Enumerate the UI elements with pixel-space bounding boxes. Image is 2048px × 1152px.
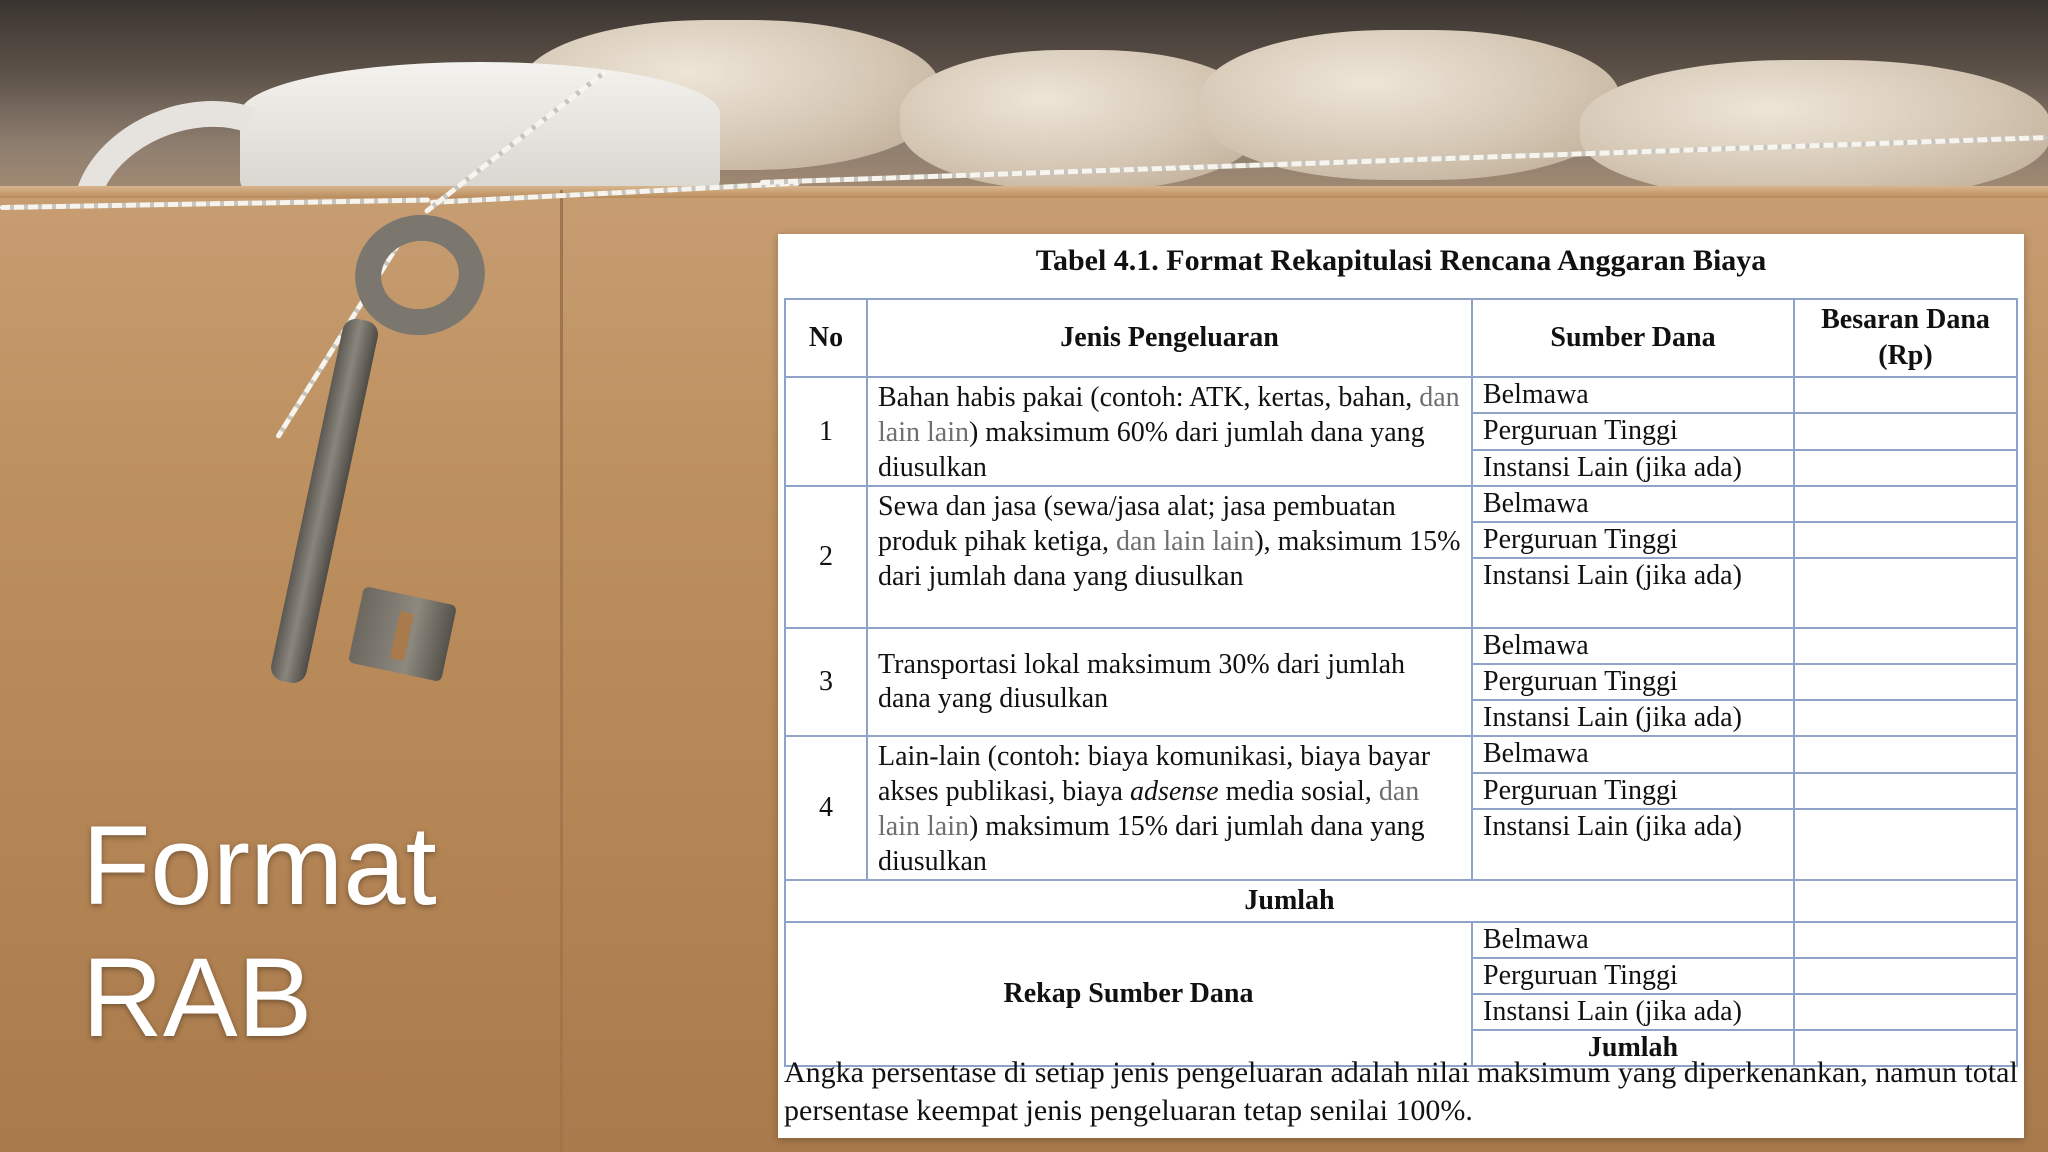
amount-cell[interactable] [1794, 809, 2017, 880]
rekap-label: Rekap Sumber Dana [785, 922, 1472, 1066]
jenis-text: ) maksimum 60% dari jumlah dana yang diusulkan [878, 417, 1425, 483]
rab-table [784, 298, 2018, 1067]
jenis-text-grey: dan lain lain [878, 776, 1420, 842]
rekap-row [785, 922, 2017, 958]
amount-cell[interactable] [1794, 664, 2017, 700]
source-cell: Instansi Lain (jika ada) [1472, 809, 1794, 880]
amount-cell[interactable] [1794, 994, 2017, 1030]
row-no: 3 [785, 628, 867, 736]
source-cell: Belmawa [1472, 922, 1794, 958]
jumlah-amount-cell[interactable] [1794, 880, 2017, 922]
amount-cell[interactable] [1794, 958, 2017, 994]
table-row [785, 377, 2017, 413]
row-no: 1 [785, 377, 867, 486]
row-jenis [867, 377, 1472, 486]
slide-title-line-2: RAB [82, 935, 313, 1060]
header-jenis: Jenis Pengeluaran [867, 299, 1472, 377]
box-top-edge [0, 186, 2048, 198]
jenis-text-grey: dan lain lain [878, 382, 1460, 448]
rekap-jumlah-label: Jumlah [1472, 1030, 1794, 1066]
source-cell: Instansi Lain (jika ada) [1472, 450, 1794, 486]
jenis-text: media sosial, [1218, 776, 1379, 807]
source-cell: Instansi Lain (jika ada) [1472, 700, 1794, 736]
row-jenis: Transportasi lokal maksimum 30% dari jumlah dana yang diusulkan [867, 628, 1472, 736]
row-jenis [867, 736, 1472, 880]
table-caption: Tabel 4.1. Format Rekapitulasi Rencana Anggaran Biaya [1035, 244, 1767, 277]
slide-title [82, 800, 437, 1064]
amount-cell[interactable] [1794, 922, 2017, 958]
source-cell: Perguruan Tinggi [1472, 773, 1794, 810]
amount-cell[interactable] [1794, 558, 2017, 628]
jenis-text-italic: adsense [1129, 776, 1219, 807]
table-row [785, 628, 2017, 664]
slide-title-line-1: Format [82, 803, 437, 928]
source-cell: Belmawa [1472, 377, 1794, 413]
packing-paper [1580, 60, 2048, 200]
source-cell: Perguruan Tinggi [1472, 522, 1794, 558]
row-no: 2 [785, 486, 867, 628]
amount-cell[interactable] [1794, 628, 2017, 664]
document-panel [778, 234, 2024, 1138]
source-cell: Belmawa [1472, 486, 1794, 522]
header-no: No [785, 299, 867, 377]
source-cell: Instansi Lain (jika ada) [1472, 994, 1794, 1030]
jenis-text: ), maksimum 15% dari jumlah dana yang diusulkan [878, 526, 1461, 592]
row-jenis [867, 486, 1472, 628]
amount-cell[interactable] [1794, 700, 2017, 736]
jenis-text: Sewa dan jasa (sewa/jasa alat; jasa pembuatan produk pihak ketiga, [878, 491, 1396, 557]
table-row [785, 736, 2017, 773]
jumlah-row [785, 880, 2017, 922]
source-cell: Perguruan Tinggi [1472, 664, 1794, 700]
row-no: 4 [785, 736, 867, 880]
source-cell: Perguruan Tinggi [1472, 413, 1794, 449]
amount-cell[interactable] [1794, 450, 2017, 486]
jenis-text: Lain-lain (contoh: biaya komunikasi, biaya bayar akses publikasi, biaya [878, 741, 1431, 807]
header-sumber: Sumber Dana [1472, 299, 1794, 377]
table-note: Angka persentase di setiap jenis pengeluaran adalah nilai maksimum yang diperkenankan, namun total persentase keempat jenis pengeluaran tetap senilai 100%. [784, 1056, 2018, 1127]
jumlah-label: Jumlah [785, 880, 1794, 922]
amount-cell[interactable] [1794, 522, 2017, 558]
jenis-text: Bahan habis pakai (contoh: ATK, kertas, bahan, [878, 382, 1420, 413]
amount-cell[interactable] [1794, 413, 2017, 449]
amount-cell[interactable] [1794, 736, 2017, 773]
table-header-row [785, 299, 2017, 377]
jenis-text-grey: dan lain lain [1115, 526, 1255, 557]
jenis-text: ) maksimum 15% dari jumlah dana yang diusulkan [878, 811, 1425, 877]
amount-cell[interactable] [1794, 486, 2017, 522]
table-row [785, 486, 2017, 522]
box-crease [560, 190, 563, 1152]
source-cell: Belmawa [1472, 736, 1794, 773]
amount-cell[interactable] [1794, 377, 2017, 413]
amount-cell[interactable] [1794, 773, 2017, 810]
source-cell: Perguruan Tinggi [1472, 958, 1794, 994]
header-besaran: Besaran Dana (Rp) [1794, 299, 2017, 377]
source-cell: Instansi Lain (jika ada) [1472, 558, 1794, 628]
source-cell: Belmawa [1472, 628, 1794, 664]
